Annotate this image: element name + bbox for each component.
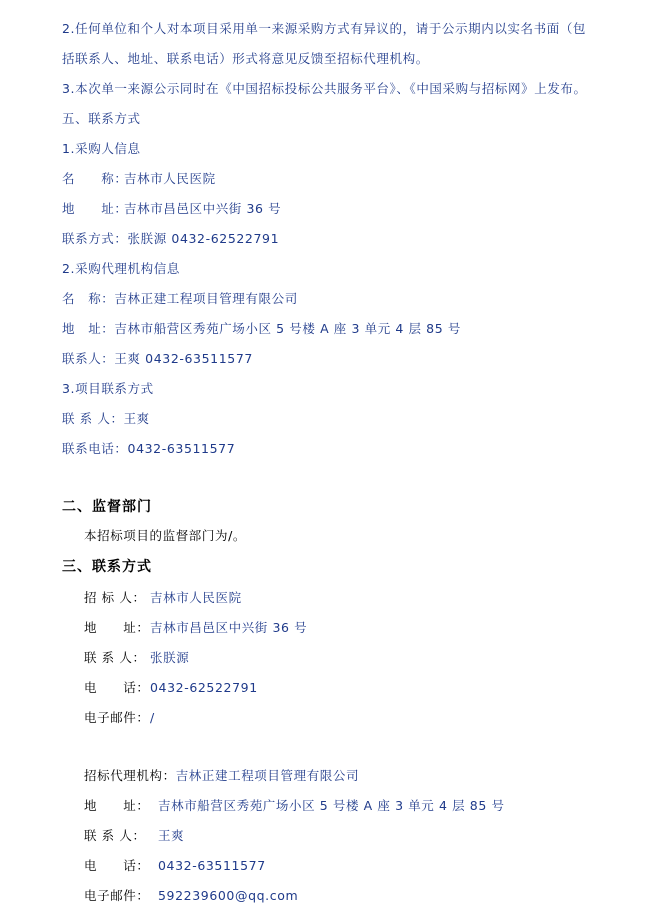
tenderer-address-value: 吉林市昌邑区中兴街 36 号 — [150, 620, 308, 635]
purchaser-contact-row — [62, 230, 279, 248]
project-contact-person-row — [62, 410, 150, 428]
tenderer-phone-row — [84, 679, 258, 697]
tenderer-email-value: / — [150, 710, 155, 725]
agency-contact-row — [62, 350, 253, 368]
project-contact-title: 3.项目联系方式 — [62, 381, 154, 396]
tenderer-person-value: 张朕源 — [150, 650, 190, 665]
agency-contact-value: 王爽 0432-63511577 — [114, 351, 253, 366]
supervision-text: 本招标项目的监督部门为/。 — [84, 528, 247, 543]
tender-agency-phone-value: 0432-63511577 — [158, 858, 266, 873]
tenderer-address-row — [84, 619, 307, 637]
agency-address-value: 吉林市船营区秀苑广场小区 5 号楼 A 座 3 单元 4 层 85 号 — [114, 321, 461, 336]
tender-agency-address-value: 吉林市船营区秀苑广场小区 5 号楼 A 座 3 单元 4 层 85 号 — [158, 798, 505, 813]
agency-name-value: 吉林正建工程项目管理有限公司 — [114, 291, 298, 306]
agency-info-title: 2.采购代理机构信息 — [62, 261, 180, 276]
agency-phone-row — [84, 857, 266, 875]
tenderer-email-row — [84, 709, 155, 727]
tender-agency-value: 吉林正建工程项目管理有限公司 — [175, 768, 360, 783]
tenderer-label: 招 标 人： — [84, 590, 146, 605]
project-contact-person-label: 联 系 人： — [62, 411, 124, 426]
tenderer-phone-label: 电 话： — [84, 680, 150, 695]
agency-contact-label: 联系人： — [62, 351, 115, 366]
project-contact-phone-label: 联系电话： — [62, 441, 128, 456]
purchaser-contact-value: 张朕源 0432-62522791 — [127, 231, 280, 246]
notice-item-3: 3.本次单一来源公示同时在《中国招标投标公共服务平台》、《中国采购与招标网》上发布。 — [62, 81, 587, 96]
agency-person-row — [84, 827, 184, 845]
notice-item-2-line-2: 括联系人、地址、联系电话）形式将意见反馈至招标代理机构。 — [62, 51, 429, 66]
agency-address-label: 地 址： — [62, 321, 115, 336]
agency-email-row — [84, 887, 298, 905]
tenderer-person-row — [84, 649, 189, 667]
project-contact-person-value: 王爽 — [123, 411, 150, 426]
agency-address-row — [62, 320, 461, 338]
tender-agency-phone-label: 电 话： — [84, 858, 150, 873]
tender-agency-email-label: 电子邮件： — [84, 888, 150, 903]
tenderer-value: 吉林市人民医院 — [150, 590, 242, 605]
tender-agency-person-value: 王爽 — [158, 828, 185, 843]
tenderer-phone-value: 0432-62522791 — [150, 680, 258, 695]
project-contact-phone-row — [62, 440, 235, 458]
purchaser-name-label: 名 称： — [62, 171, 128, 186]
purchaser-info-title: 1.采购人信息 — [62, 141, 141, 156]
agency-row — [84, 767, 359, 785]
purchaser-address-row — [62, 200, 281, 218]
tender-agency-label: 招标代理机构： — [84, 768, 176, 783]
tenderer-address-label: 地 址： — [84, 620, 150, 635]
tender-agency-address-label: 地 址： — [84, 798, 150, 813]
purchaser-address-value: 吉林市昌邑区中兴街 36 号 — [124, 201, 282, 216]
tenderer-person-label: 联 系 人： — [84, 650, 146, 665]
tender-agency-email-value[interactable]: 592239600@qq.com — [158, 888, 299, 903]
notice-item-2-line-1: 2.任何单位和个人对本项目采用单一来源采购方式有异议的，请于公示期内以实名书面（包 — [62, 21, 587, 36]
tenderer-email-label: 电子邮件： — [84, 710, 150, 725]
purchaser-name-row — [62, 170, 216, 188]
purchaser-contact-label: 联系方式： — [62, 231, 128, 246]
contact-title: 三、联系方式 — [62, 559, 152, 575]
agency-name-label: 名 称： — [62, 291, 115, 306]
project-contact-phone-value: 0432-63511577 — [127, 441, 236, 456]
purchaser-address-label: 地 址： — [62, 201, 128, 216]
tender-agency-person-label: 联 系 人： — [84, 828, 146, 843]
purchaser-name-value: 吉林市人民医院 — [124, 171, 216, 186]
tenderer-row — [84, 589, 242, 607]
supervision-title: 二、监督部门 — [62, 499, 152, 515]
agency-address-contact-row — [84, 797, 505, 815]
agency-name-row — [62, 290, 298, 308]
section-5-title: 五、联系方式 — [62, 111, 141, 126]
